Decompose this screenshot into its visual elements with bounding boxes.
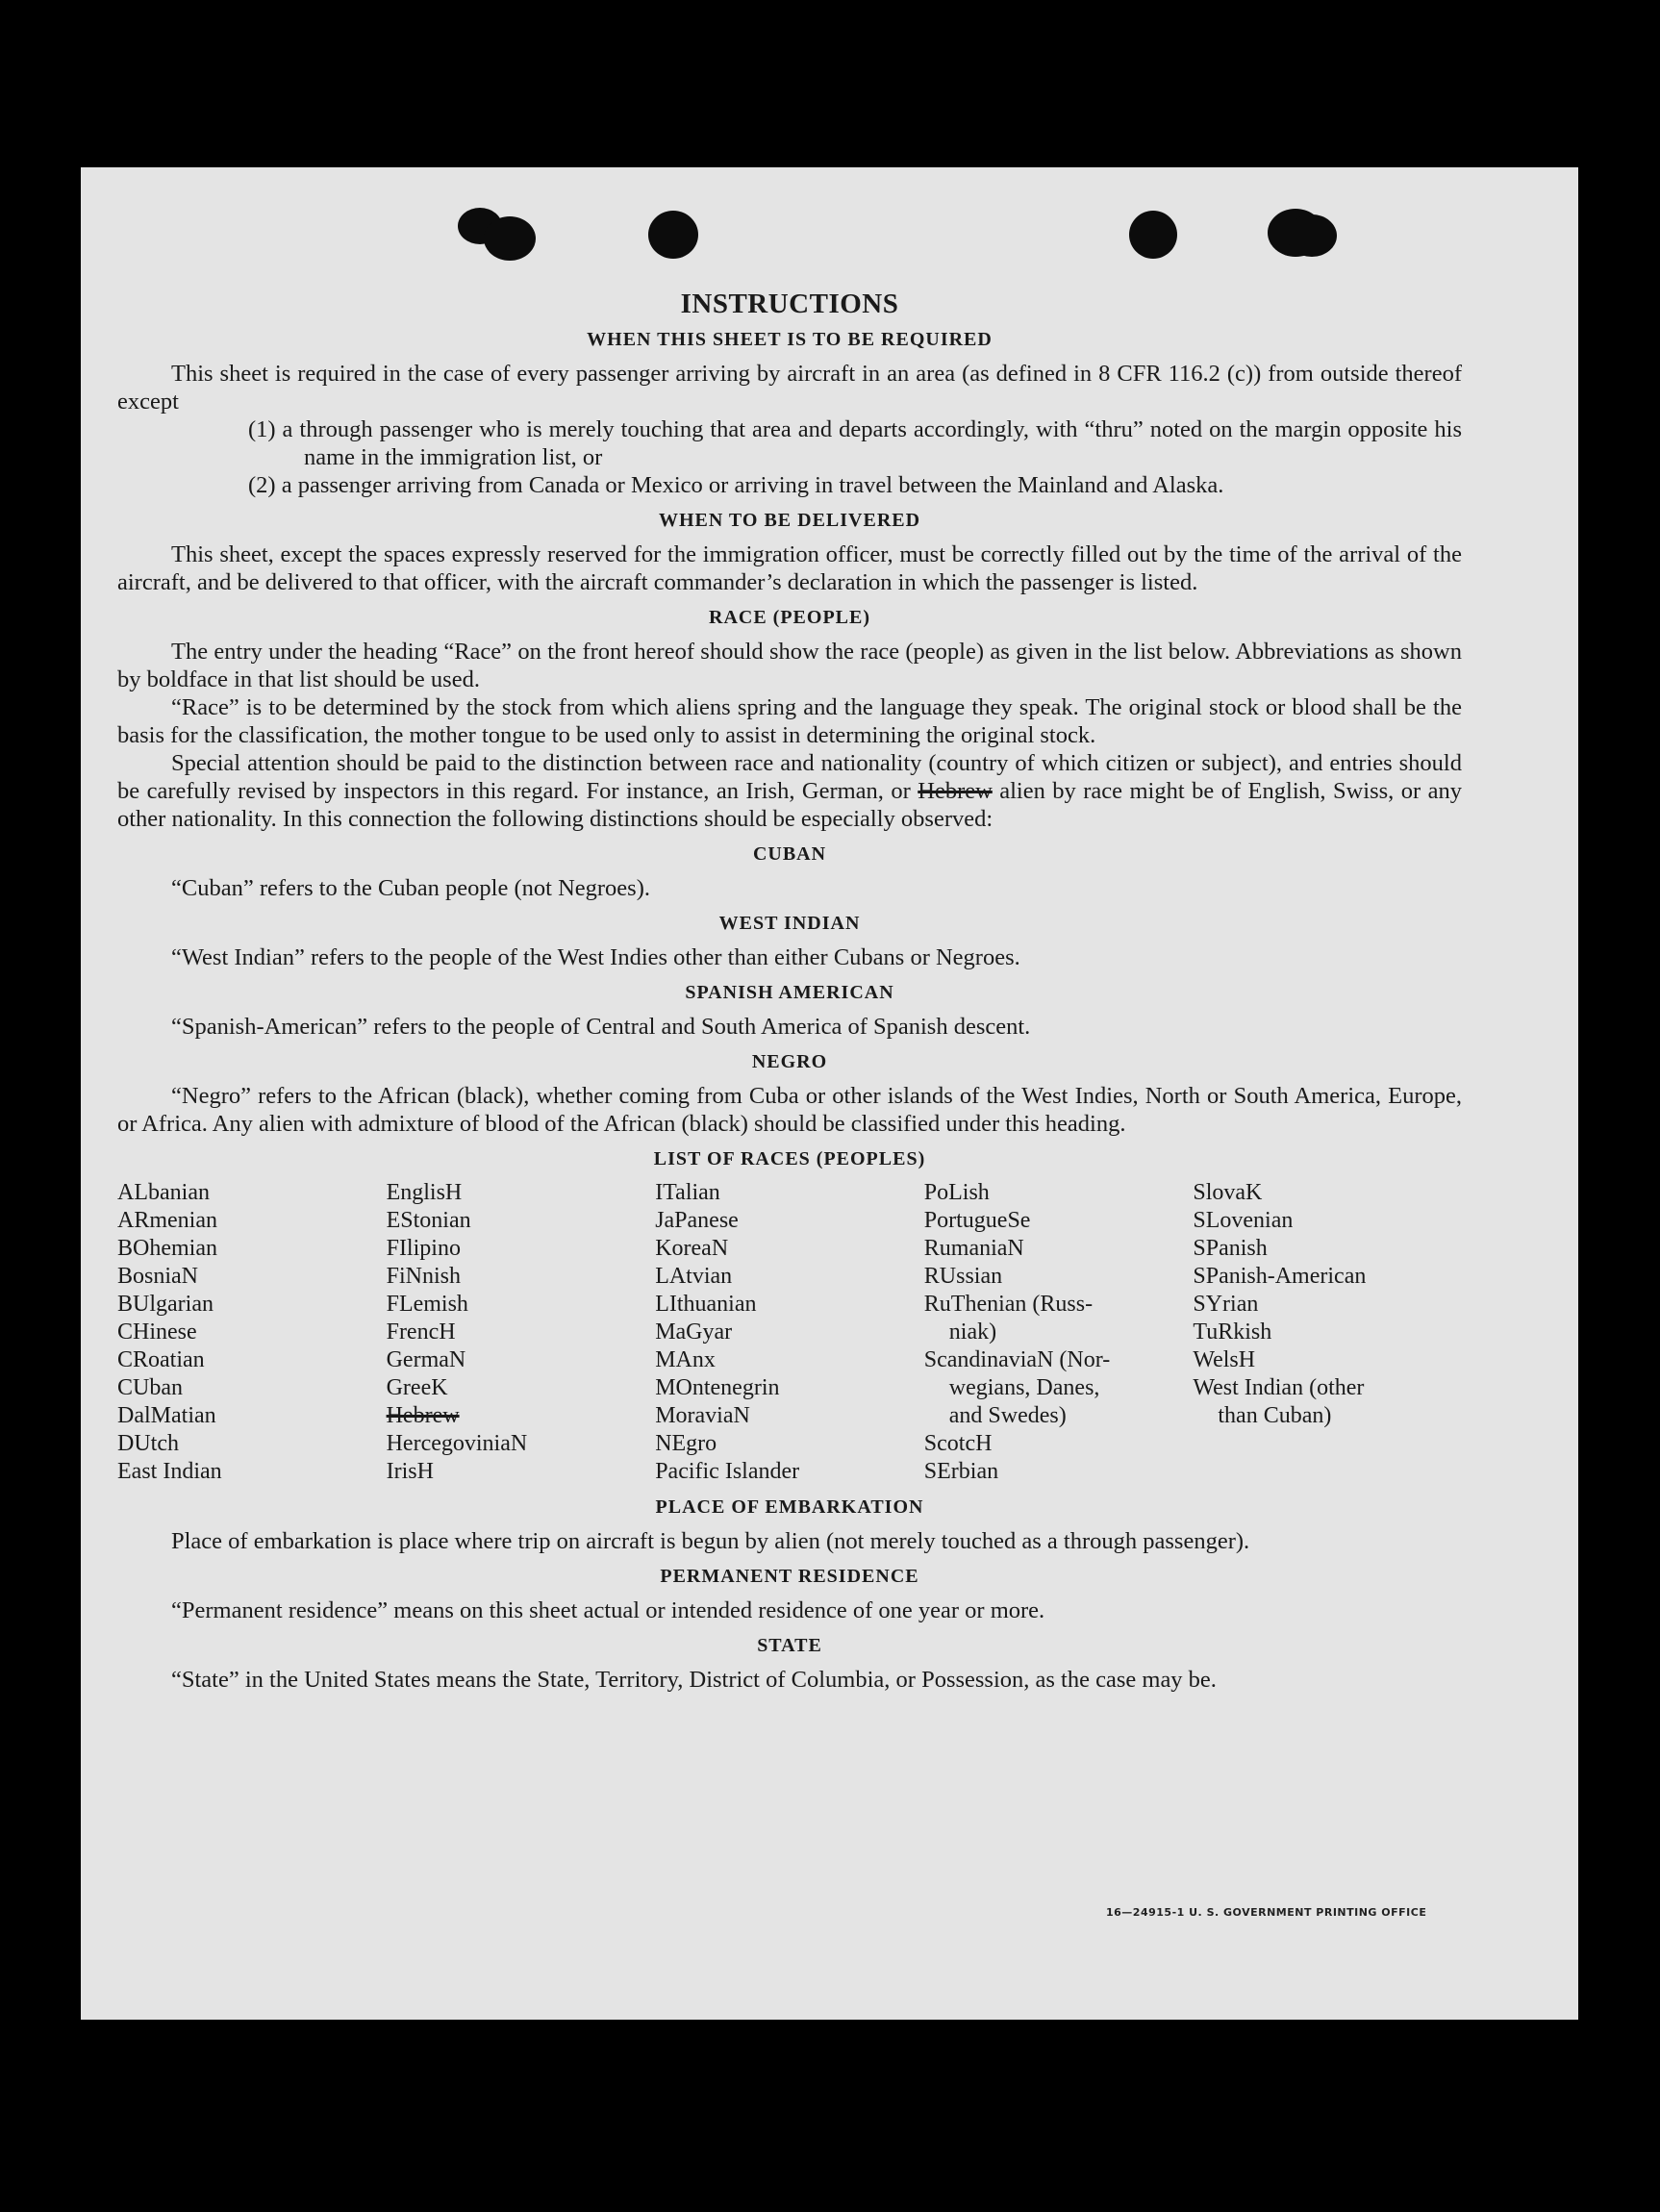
race-item: EStonian <box>386 1208 471 1233</box>
race-item: MOntenegrin <box>655 1375 780 1400</box>
section-heading-spanish-american: SPANISH AMERICAN <box>685 982 894 1003</box>
race-item: Pacific Islander <box>655 1459 800 1484</box>
race-item: BUlgarian <box>117 1292 214 1317</box>
race-item: NEgro <box>655 1431 717 1456</box>
race-column-1 <box>117 1179 387 1486</box>
section-heading-state: STATE <box>757 1635 822 1656</box>
race-item-continuation: niak) <box>948 1320 997 1345</box>
state-text: “State” in the United States means the State, Territory, District of Columbia, or Possession, as the case may be. <box>171 1667 1217 1693</box>
struck-word: Hebrew <box>918 778 993 804</box>
race-item: CHinese <box>117 1320 197 1345</box>
race-item: LAtvian <box>655 1264 733 1289</box>
race-item: RUssian <box>923 1264 1003 1289</box>
section-heading-embarkation: PLACE OF EMBARKATION <box>655 1496 924 1518</box>
race-item: ARmenian <box>117 1208 217 1233</box>
race-item: ALbanian <box>117 1180 210 1205</box>
when-required-intro: This sheet is required in the case of every passenger arriving by aircraft in an area (as defined in 8 CFR 116.2 (c)) from outside thereof except <box>117 361 1462 415</box>
section-heading-list-of-races: LIST OF RACES (PEOPLES) <box>653 1148 926 1169</box>
race-item: CRoatian <box>117 1347 205 1372</box>
race-item: RumaniaN <box>923 1236 1024 1261</box>
race-item: ScandinaviaN (Nor- <box>923 1347 1111 1372</box>
race-item: GermaN <box>386 1347 466 1372</box>
race-item: FrencH <box>386 1320 456 1345</box>
race-item: KoreaN <box>655 1236 729 1261</box>
section-heading-when-delivered: WHEN TO BE DELIVERED <box>658 510 921 531</box>
race-item: DUtch <box>117 1431 179 1456</box>
spanish-american-text: “Spanish-American” refers to the people of Central and South America of Spanish descent. <box>171 1014 1031 1040</box>
race-item-continuation: wegians, Danes, <box>948 1375 1100 1400</box>
punch-hole <box>1129 211 1177 259</box>
race-item: SErbian <box>923 1459 999 1484</box>
race-column-2 <box>387 1179 656 1486</box>
section-heading-race: RACE (PEOPLE) <box>709 607 870 628</box>
race-item: FiNnish <box>386 1264 461 1289</box>
cuban-text: “Cuban” refers to the Cuban people (not Negroes). <box>171 875 650 901</box>
when-delivered-text: This sheet, except the spaces expressly reserved for the immigration officer, must be correctly filled out by the time of the arrival of the aircraft, and be delivered to that officer, with the aircraft commander’s declaration in which the passenger is listed. <box>117 541 1462 595</box>
race-item: BOhemian <box>117 1236 217 1261</box>
negro-text: “Negro” refers to the African (black), whether coming from Cuba or other islands of the West Indies, North or South America, Europe, or Africa. Any alien with admixture of blood of the African (black) should be classified under this heading. <box>117 1083 1462 1137</box>
race-paragraph-3-part-a: Special attention should be paid to the distinction between race and nationality (country of which citizen or subject), and entries should be carefully revised by inspectors in this regard. For instance, an Irish, German, or <box>117 750 1462 804</box>
exception-item-2: (2) a passenger arriving from Canada or Mexico or arriving in travel between the Mainland and Alaska. <box>248 472 1224 498</box>
race-item: GreeK <box>386 1375 448 1400</box>
section-heading-cuban: CUBAN <box>752 843 827 865</box>
race-item: FIlipino <box>386 1236 461 1261</box>
race-item: ScotcH <box>923 1431 993 1456</box>
race-item: FLemish <box>386 1292 468 1317</box>
section-heading-permanent-residence: PERMANENT RESIDENCE <box>660 1566 919 1587</box>
race-item-continuation: than Cuban) <box>1218 1403 1332 1428</box>
race-item: LIthuanian <box>655 1292 757 1317</box>
exception-item-1: (1) a through passenger who is merely touching that area and departs accordingly, with “thru” noted on the margin opposite his name in the immigration list, or <box>248 416 1462 470</box>
race-item: SPanish <box>1193 1236 1268 1261</box>
page-title: INSTRUCTIONS <box>680 289 899 319</box>
race-column-5 <box>1193 1179 1462 1486</box>
race-item: DalMatian <box>117 1403 216 1428</box>
race-item: PoLish <box>923 1180 990 1205</box>
section-heading-negro: NEGRO <box>751 1051 828 1072</box>
race-paragraph-3 <box>117 749 1462 833</box>
race-paragraph-1: The entry under the heading “Race” on the front hereof should show the race (people) as given in the list below. Abbreviations as shown by boldface in that list should be used. <box>117 639 1462 692</box>
race-item: CUban <box>117 1375 183 1400</box>
race-column-3 <box>655 1179 924 1486</box>
race-item: HercegoviniaN <box>386 1431 528 1456</box>
race-item: BosniaN <box>117 1264 198 1289</box>
race-paragraph-2: “Race” is to be determined by the stock from which aliens spring and the language they speak. The original stock or blood shall be the basis for the classification, the mother tongue to be used only to assist in determining the original stock. <box>117 694 1462 748</box>
printing-office-code: 16—24915-1 U. S. GOVERNMENT PRINTING OFFICE <box>1106 1906 1427 1919</box>
race-item-struck: Hebrew <box>386 1403 460 1428</box>
west-indian-text: “West Indian” refers to the people of the West Indies other than either Cubans or Negroes. <box>171 944 1020 970</box>
section-heading-when-required: WHEN THIS SHEET IS TO BE REQUIRED <box>587 329 993 350</box>
race-item: TuRkish <box>1193 1320 1272 1345</box>
race-item: WelsH <box>1193 1347 1256 1372</box>
race-item: ITalian <box>655 1180 720 1205</box>
race-item: SPanish-American <box>1193 1264 1367 1289</box>
race-item: SYrian <box>1193 1292 1259 1317</box>
race-item-continuation: and Swedes) <box>948 1403 1067 1428</box>
race-item: PortugueSe <box>923 1208 1031 1233</box>
race-item: SLovenian <box>1193 1208 1294 1233</box>
race-column-4 <box>924 1179 1194 1486</box>
race-item: JaPanese <box>655 1208 739 1233</box>
race-item: IrisH <box>386 1459 434 1484</box>
punch-hole <box>1287 214 1337 257</box>
race-item: MAnx <box>655 1347 716 1372</box>
residence-text: “Permanent residence” means on this sheet actual or intended residence of one year or more. <box>171 1597 1045 1623</box>
punch-hole <box>484 216 536 261</box>
race-list <box>117 1179 1462 1486</box>
instructions-body <box>117 290 1462 1694</box>
race-item: West Indian (other <box>1193 1375 1365 1400</box>
race-item: EnglisH <box>386 1180 463 1205</box>
race-item: RuThenian (Russ- <box>923 1292 1094 1317</box>
embarkation-text: Place of embarkation is place where trip on aircraft is begun by alien (not merely touched as a through passenger). <box>171 1528 1250 1554</box>
race-paragraph-3-part-b: alien by race might be of English, Swiss, or any other nationality. In this connection the following distinctions should be especially observed: <box>117 778 1462 832</box>
race-item: MoraviaN <box>655 1403 750 1428</box>
race-item: MaGyar <box>655 1320 733 1345</box>
race-item: SlovaK <box>1193 1180 1263 1205</box>
section-heading-west-indian: WEST INDIAN <box>718 913 861 934</box>
race-item: East Indian <box>117 1459 222 1484</box>
punch-hole <box>648 211 698 259</box>
